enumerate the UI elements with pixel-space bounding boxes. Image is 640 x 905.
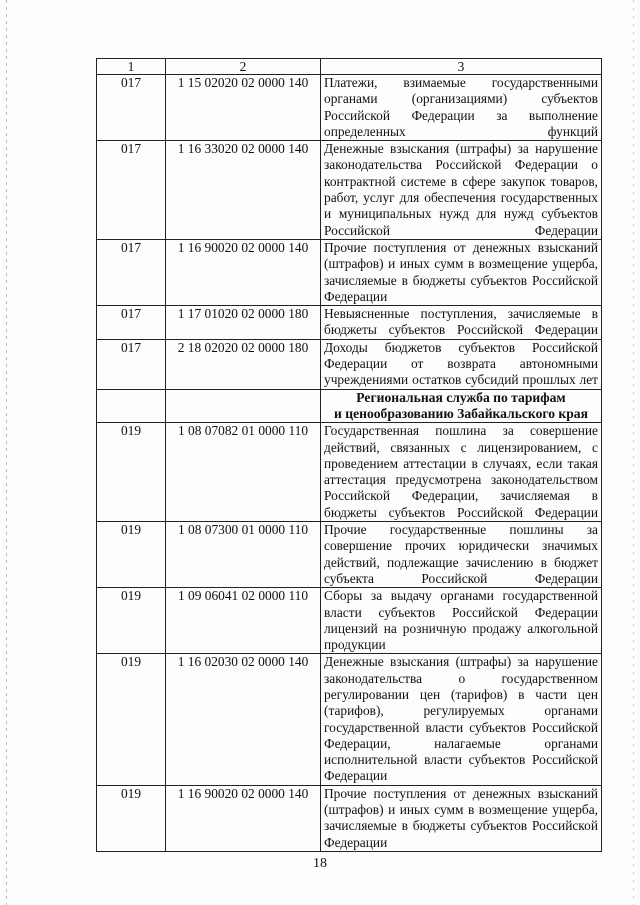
header-col-2: 2 bbox=[166, 59, 321, 75]
admin-code-cell: 019 bbox=[97, 654, 166, 785]
table-row bbox=[97, 588, 602, 654]
budget-codes-table bbox=[96, 58, 602, 852]
kbk-code-cell: 1 16 90020 02 0000 140 bbox=[166, 239, 321, 305]
table-row bbox=[97, 239, 602, 305]
section-title-line-2: и ценообразованию Забайкальского края bbox=[334, 405, 588, 421]
kbk-code-cell: 1 15 02020 02 0000 140 bbox=[166, 75, 321, 141]
section-title bbox=[321, 389, 602, 423]
table-row bbox=[97, 339, 602, 389]
description-cell: Денежные взыскания (штрафы) за нарушение законодательства о государственном регулировании цен (тарифов) в части цен (тарифов), регулируемых органами государственной власти субъектов Российской Федерации, налагаемые органами исполнительной власти субъектов Российской Федерации bbox=[321, 654, 602, 785]
table-header-row bbox=[97, 59, 602, 75]
admin-code-cell: 017 bbox=[97, 75, 166, 141]
kbk-code-cell: 1 16 02030 02 0000 140 bbox=[166, 654, 321, 785]
scan-edge-right bbox=[633, 0, 634, 905]
kbk-code-cell: 1 08 07082 01 0000 110 bbox=[166, 423, 321, 522]
table-row bbox=[97, 75, 602, 141]
description-cell: Платежи, взимаемые государственными органами (организациями) субъектов Российской Федерации за выполнение определенных функций bbox=[321, 75, 602, 141]
empty-cell bbox=[166, 389, 321, 423]
admin-code-cell: 019 bbox=[97, 785, 166, 851]
admin-code-cell: 019 bbox=[97, 588, 166, 654]
description-cell: Государственная пошлина за совершение действий, связанных с лицензированием, с проведением аттестации в случаях, если такая аттестация предусмотрена законодательством Российской Федерации, зачисляемая в бюджеты субъектов Российской Федерации bbox=[321, 423, 602, 522]
admin-code-cell: 017 bbox=[97, 339, 166, 389]
description-cell: Денежные взыскания (штрафы) за нарушение законодательства Российской Федерации о контрактной системе в сфере закупок товаров, работ, услуг для обеспечения государственных и муниципальных нужд для нужд субъектов Российской Федерации bbox=[321, 141, 602, 240]
table-row bbox=[97, 141, 602, 240]
admin-code-cell: 019 bbox=[97, 423, 166, 522]
description-cell: Доходы бюджетов субъектов Российской Федерации от возврата автономными учреждениями остатков субсидий прошлых лет bbox=[321, 339, 602, 389]
kbk-code-cell: 1 17 01020 02 0000 180 bbox=[166, 306, 321, 340]
admin-code-cell: 017 bbox=[97, 141, 166, 240]
kbk-code-cell: 1 16 90020 02 0000 140 bbox=[166, 785, 321, 851]
page-number: 18 bbox=[313, 856, 327, 871]
kbk-code-cell: 1 16 33020 02 0000 140 bbox=[166, 141, 321, 240]
table-row bbox=[97, 785, 602, 851]
empty-cell bbox=[97, 389, 166, 423]
kbk-code-cell: 1 09 06041 02 0000 110 bbox=[166, 588, 321, 654]
section-title-line-1: Региональная служба по тарифам bbox=[356, 389, 566, 405]
header-col-3: 3 bbox=[321, 59, 602, 75]
table-row bbox=[97, 654, 602, 785]
admin-code-cell: 017 bbox=[97, 306, 166, 340]
description-cell: Прочие поступления от денежных взысканий (штрафов) и иных сумм в возмещение ущерба, зачисляемые в бюджеты субъектов Российской Федерации bbox=[321, 239, 602, 305]
description-cell: Сборы за выдачу органами государственной власти субъектов Российской Федерации лицензий на розничную продажу алкогольной продукции bbox=[321, 588, 602, 654]
scan-edge-left bbox=[6, 0, 7, 905]
admin-code-cell: 019 bbox=[97, 522, 166, 588]
kbk-code-cell: 1 08 07300 01 0000 110 bbox=[166, 522, 321, 588]
description-cell: Прочие поступления от денежных взысканий (штрафов) и иных сумм в возмещение ущерба, зачисляемые в бюджеты субъектов Российской Федерации bbox=[321, 785, 602, 851]
table-row bbox=[97, 306, 602, 340]
table-row bbox=[97, 522, 602, 588]
header-col-1: 1 bbox=[97, 59, 166, 75]
table-row bbox=[97, 423, 602, 522]
description-cell: Невыясненные поступления, зачисляемые в бюджеты субъектов Российской Федерации bbox=[321, 306, 602, 340]
admin-code-cell: 017 bbox=[97, 239, 166, 305]
section-header-row bbox=[97, 389, 602, 423]
description-cell: Прочие государственные пошлины за совершение прочих юридически значимых действий, подлежащие зачислению в бюджет субъекта Российской Федерации bbox=[321, 522, 602, 588]
kbk-code-cell: 2 18 02020 02 0000 180 bbox=[166, 339, 321, 389]
